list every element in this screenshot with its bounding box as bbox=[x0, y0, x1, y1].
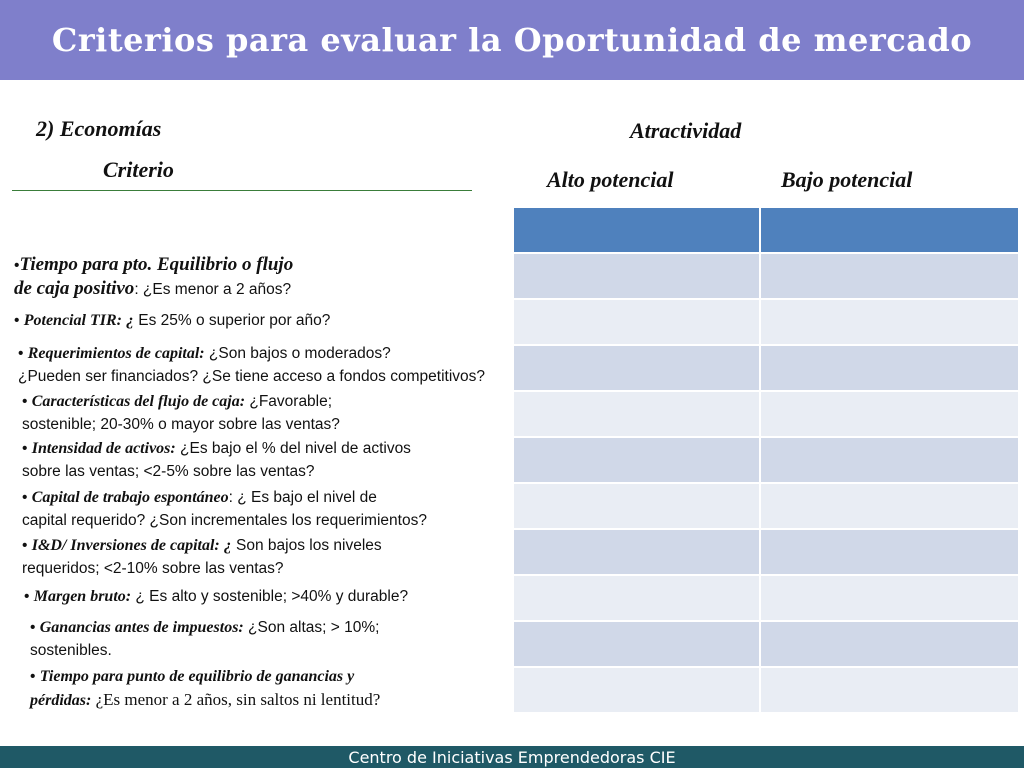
footer-bar bbox=[0, 746, 1024, 768]
criterion-lead: I&D/ Inversiones de capital: ¿ bbox=[31, 537, 232, 554]
title-bar bbox=[0, 0, 1024, 80]
grid-cell bbox=[760, 437, 1019, 483]
criterion-text: : ¿ Es bajo el nivel de bbox=[228, 489, 377, 506]
criterion-2 bbox=[14, 309, 330, 332]
bullet: • bbox=[22, 489, 32, 506]
section-label: 2) Economías bbox=[36, 116, 162, 141]
alto-potencial-header: Alto potencial bbox=[547, 167, 674, 192]
criterio-header: Criterio bbox=[103, 157, 174, 182]
slide-title: Criterios para evaluar la Oportunidad de mercado bbox=[51, 21, 973, 59]
criterion-lead: Potencial TIR: ¿ bbox=[23, 312, 134, 329]
grid-cell bbox=[760, 391, 1019, 437]
criterion-4 bbox=[22, 390, 340, 436]
criterion-lead: Capital de trabajo espontáneo bbox=[31, 489, 229, 506]
criterion-lead: Intensidad de activos: bbox=[31, 440, 176, 457]
criterion-text: ¿Son altas; > 10%; bbox=[243, 619, 380, 636]
criterion-text-2: capital requerido? ¿Son incrementales los requerimientos? bbox=[22, 512, 427, 529]
grid-row bbox=[513, 483, 1019, 529]
grid-cell bbox=[513, 391, 760, 437]
criterion-text: Es 25% o superior por año? bbox=[133, 312, 331, 329]
atractividad-header: Atractividad bbox=[630, 118, 742, 143]
grid-cell bbox=[513, 483, 760, 529]
grid-row bbox=[513, 667, 1019, 713]
grid-cell bbox=[513, 299, 760, 345]
grid-row bbox=[513, 299, 1019, 345]
criterion-lead: Características del flujo de caja: bbox=[31, 393, 246, 410]
criterion-text-2: sostenibles. bbox=[30, 642, 112, 659]
grid-cell bbox=[513, 437, 760, 483]
grid-cell bbox=[760, 621, 1019, 667]
criterion-lead-2: de caja positivo bbox=[14, 278, 135, 299]
footer-text: Centro de Iniciativas Emprendedoras CIE bbox=[348, 747, 676, 767]
grid-cell bbox=[760, 667, 1019, 713]
grid-row bbox=[513, 345, 1019, 391]
bullet: • bbox=[22, 440, 32, 457]
grid-cell bbox=[760, 253, 1019, 299]
bullet: • bbox=[22, 537, 32, 554]
grid-row bbox=[513, 437, 1019, 483]
criterion-lead: Tiempo para pto. Equilibrio o flujo bbox=[19, 254, 294, 275]
grid-cell bbox=[760, 299, 1019, 345]
grid-cell bbox=[513, 253, 760, 299]
criterion-lead: Margen bruto: bbox=[33, 588, 132, 605]
criterion-lead: Tiempo para punto de equilibrio de ganancias y bbox=[39, 668, 355, 685]
criterion-9 bbox=[30, 616, 379, 662]
criterion-6 bbox=[22, 486, 427, 532]
criterion-text-2: ¿Pueden ser financiados? ¿Se tiene acceso a fondos competitivos? bbox=[18, 368, 485, 385]
criterion-lead: Requerimientos de capital: bbox=[27, 345, 205, 362]
grid-cell bbox=[513, 575, 760, 621]
grid-header-row bbox=[513, 207, 1019, 253]
grid-cell bbox=[513, 207, 760, 253]
grid-row bbox=[513, 391, 1019, 437]
bullet: • bbox=[14, 312, 24, 329]
grid-row bbox=[513, 529, 1019, 575]
criterion-1 bbox=[14, 253, 293, 301]
grid-cell bbox=[760, 575, 1019, 621]
criterion-text: ¿Es bajo el % del nivel de activos bbox=[175, 440, 411, 457]
criterio-divider bbox=[12, 190, 472, 191]
criterion-lead-2: pérdidas: bbox=[30, 692, 92, 709]
bullet: • bbox=[30, 668, 40, 685]
criterion-text-2: ¿Es menor a 2 años, sin saltos ni lentitud? bbox=[91, 690, 381, 709]
grid-cell bbox=[513, 345, 760, 391]
grid-row bbox=[513, 253, 1019, 299]
criterion-lead: Ganancias antes de impuestos: bbox=[39, 619, 244, 636]
criterion-text-2: sostenible; 20-30% o mayor sobre las ventas? bbox=[22, 416, 340, 433]
criterion-text: ¿Favorable; bbox=[245, 393, 333, 410]
criterion-text: ¿ Es alto y sostenible; >40% y durable? bbox=[131, 588, 409, 605]
criterion-text: Son bajos los niveles bbox=[231, 537, 382, 554]
criterion-5 bbox=[22, 437, 411, 483]
criterion-text-2: sobre las ventas; <2-5% sobre las ventas? bbox=[22, 463, 315, 480]
grid-cell bbox=[513, 667, 760, 713]
criterion-text: : ¿Es menor a 2 años? bbox=[134, 281, 292, 298]
bullet: • bbox=[24, 588, 34, 605]
grid-cell bbox=[513, 621, 760, 667]
criterion-3 bbox=[18, 342, 485, 388]
grid-cell bbox=[760, 207, 1019, 253]
bullet: • bbox=[14, 257, 20, 274]
criterion-10 bbox=[30, 665, 380, 712]
bullet: • bbox=[18, 345, 28, 362]
grid-row bbox=[513, 621, 1019, 667]
grid-row bbox=[513, 575, 1019, 621]
criterion-7 bbox=[22, 534, 382, 580]
criterion-text-2: requeridos; <2-10% sobre las ventas? bbox=[22, 560, 284, 577]
grid-cell bbox=[513, 529, 760, 575]
grid-cell bbox=[760, 483, 1019, 529]
bajo-potencial-header: Bajo potencial bbox=[781, 167, 913, 192]
attractiveness-grid bbox=[512, 206, 1020, 714]
bullet: • bbox=[22, 393, 32, 410]
grid-cell bbox=[760, 529, 1019, 575]
criterion-text: ¿Son bajos o moderados? bbox=[204, 345, 391, 362]
criterion-8 bbox=[24, 585, 408, 608]
grid-cell bbox=[760, 345, 1019, 391]
bullet: • bbox=[30, 619, 40, 636]
